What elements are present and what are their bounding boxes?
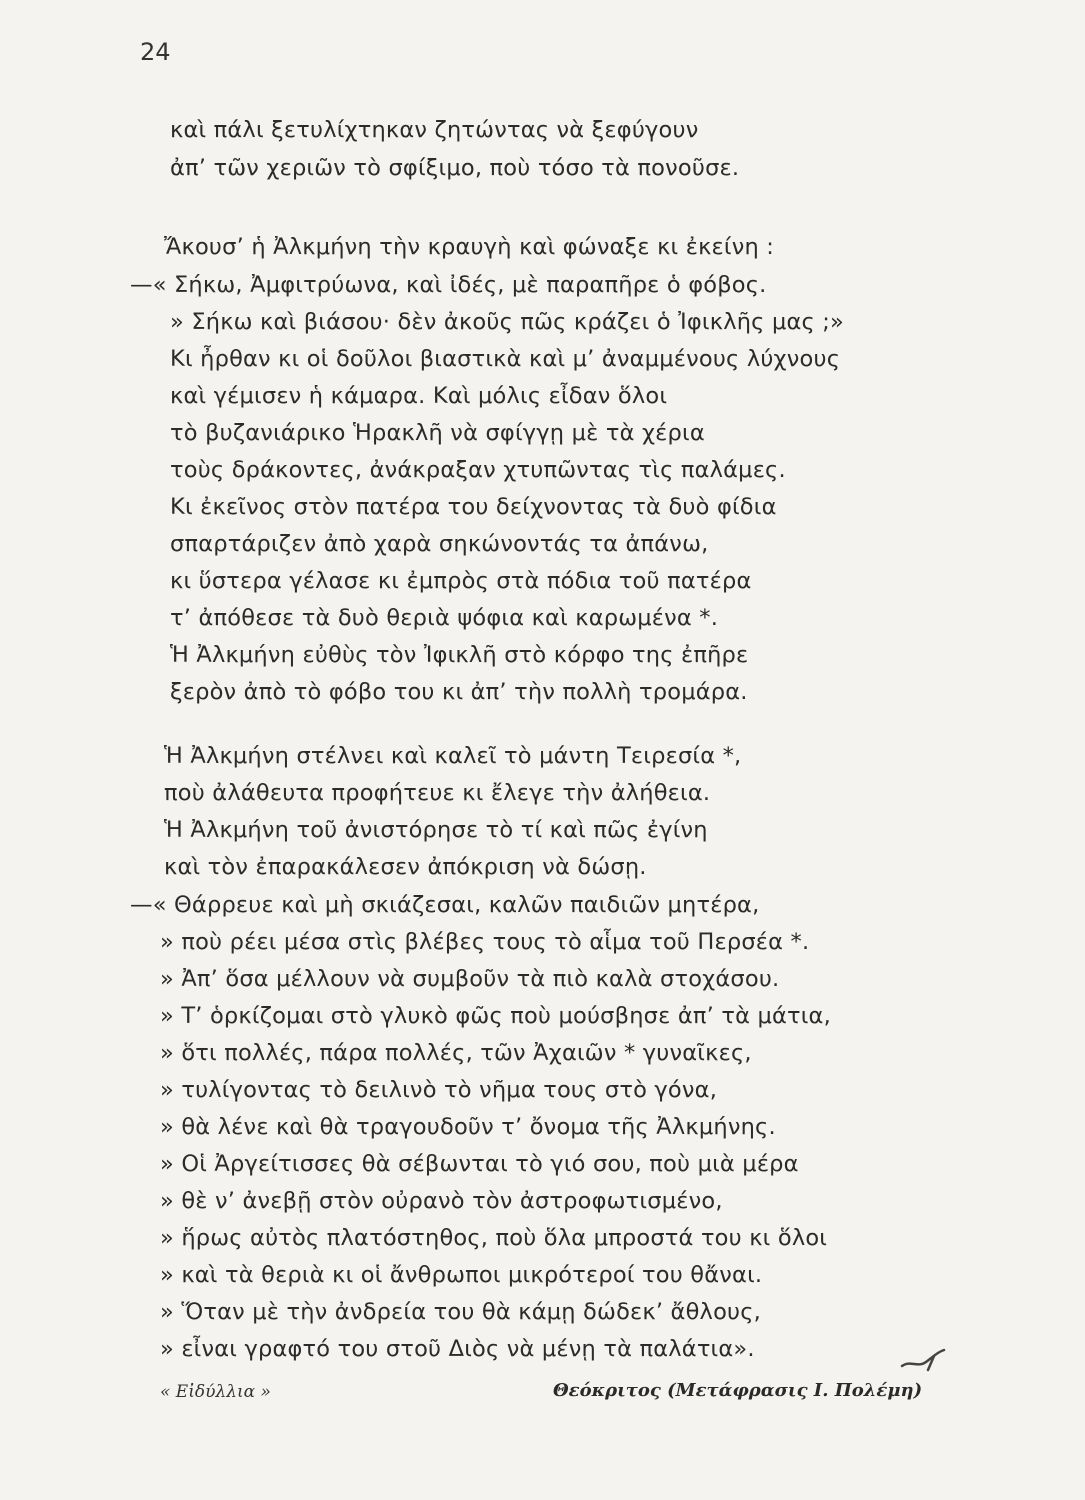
- verse-line: καὶ γέμισεν ἡ κάμαρα. Καὶ μόλις εἶδαν ὅλοι: [170, 383, 668, 409]
- verse-line: σπαρτάριζεν ἀπὸ χαρὰ σηκώνοντάς τα ἀπάνω,: [170, 531, 709, 557]
- verse-line: » Ὅταν μὲ τὴν ἀνδρεία του θὰ κάμῃ δώδεκ’ ἄθλους,: [160, 1299, 762, 1325]
- verse-line: Ἄκουσ’ ἡ Ἀλκμήνη τὴν κραυγὴ καὶ φώναξε κι ἐκείνη :: [164, 234, 775, 260]
- verse-line: » Ἀπ’ ὅσα μέλλουν νὰ συμβοῦν τὰ πιὸ καλὰ στοχάσου.: [160, 966, 780, 992]
- verse-line: ποὺ ἀλάθευτα προφήτευε κι ἔλεγε τὴν ἀλήθεια.: [164, 780, 711, 806]
- verse-line: » τυλίγοντας τὸ δειλινὸ τὸ νῆμα τους στὸ γόνα,: [160, 1077, 718, 1103]
- verse-line: » Οἱ Ἀργείτισσες θὰ σέβωνται τὸ γιό σου, ποὺ μιὰ μέρα: [160, 1151, 799, 1177]
- verse-line: » ἥρως αὐτὸς πλατόστηθος, ποὺ ὅλα μπροστά του κι ὅλοι: [160, 1225, 828, 1251]
- verse-line: τοὺς δράκοντες, ἀνάκραξαν χτυπῶντας τὶς παλάμες.: [170, 457, 786, 483]
- verse-line: ἀπ’ τῶν χεριῶν τὸ σφίξιμο, ποὺ τόσο τὰ πονοῦσε.: [170, 155, 740, 181]
- verse-line: » καὶ τὰ θεριὰ κι οἱ ἄνθρωποι μικρότεροί του θἄναι.: [160, 1262, 763, 1288]
- verse-line: Ἡ Ἀλκμήνη εὐθὺς τὸν Ἰφικλῆ στὸ κόρφο της ἐπῆρε: [170, 642, 749, 668]
- verse-line: κι ὕστερα γέλασε κι ἐμπρὸς στὰ πόδια τοῦ πατέρα: [170, 568, 752, 594]
- verse-line: καὶ πάλι ξετυλίχτηκαν ζητώντας νὰ ξεφύγουν: [170, 117, 699, 143]
- verse-line: » εἶναι γραφτό του στοῦ Διὸς νὰ μένῃ τὰ παλάτια».: [160, 1336, 755, 1362]
- verse-line: τὸ βυζανιάρικο Ἡρακλῆ νὰ σφίγγῃ μὲ τὰ χέρια: [170, 420, 705, 446]
- verse-line: Ἡ Ἀλκμήνη τοῦ ἀνιστόρησε τὸ τί καὶ πῶς ἐγίνη: [164, 817, 708, 843]
- verse-line: » ὅτι πολλές, πάρα πολλές, τῶν Ἀχαιῶν * γυναῖκες,: [160, 1040, 752, 1066]
- verse-line: Ἡ Ἀλκμήνη στέλνει καὶ καλεῖ τὸ μάντη Τειρεσία *,: [164, 743, 742, 769]
- verse-line: » θὲ ν’ ἀνεβῇ στὸν οὐρανὸ τὸν ἀστροφωτισμένο,: [160, 1188, 723, 1214]
- attribution: Θεόκριτος (Μετάφρασις Ι. Πολέμη): [553, 1380, 923, 1401]
- verse-line: ξερὸν ἀπὸ τὸ φόβο του κι ἀπ’ τὴν πολλὴ τρομάρα.: [170, 679, 748, 705]
- verse-line: —« Θάρρευε καὶ μὴ σκιάζεσαι, καλῶν παιδιῶν μητέρα,: [130, 892, 760, 918]
- verse-line: —« Σήκω, Ἀμφιτρύωνα, καὶ ἰδές, μὲ παραπῆρε ὁ φόβος.: [130, 272, 767, 298]
- verse-line: Κι ἦρθαν κι οἱ δοῦλοι βιαστικὰ καὶ μ’ ἀναμμένους λύχνους: [170, 346, 841, 372]
- verse-line: Κι ἐκεῖνος στὸν πατέρα του δείχνοντας τὰ δυὸ φίδια: [170, 494, 777, 520]
- source-footer: [0, 1382, 1085, 1412]
- ink-mark-icon: [898, 1344, 950, 1372]
- verse-line: » Τ’ ὁρκίζομαι στὸ γλυκὸ φῶς ποὺ μούσβησε ἀπ’ τὰ μάτια,: [160, 1003, 831, 1029]
- verse-line: » Σήκω καὶ βιάσου· δὲν ἀκοῦς πῶς κράζει ὁ Ἰφικλῆς μας ;»: [170, 309, 844, 335]
- verse-line: τ’ ἀπόθεσε τὰ δυὸ θεριὰ ψόφια καὶ καρωμένα *.: [170, 605, 719, 631]
- source-title: « Εἰδύλλια »: [160, 1382, 271, 1402]
- verse-line: » θὰ λένε καὶ θὰ τραγουδοῦν τ’ ὄνομα τῆς Ἀλκμήνης.: [160, 1114, 776, 1140]
- verse-line: » ποὺ ρέει μέσα στὶς βλέβες τους τὸ αἷμα τοῦ Περσέα *.: [160, 929, 810, 955]
- page-number: 24: [140, 38, 171, 66]
- verse-line: καὶ τὸν ἐπαρακάλεσεν ἀπόκριση νὰ δώσῃ.: [164, 854, 647, 880]
